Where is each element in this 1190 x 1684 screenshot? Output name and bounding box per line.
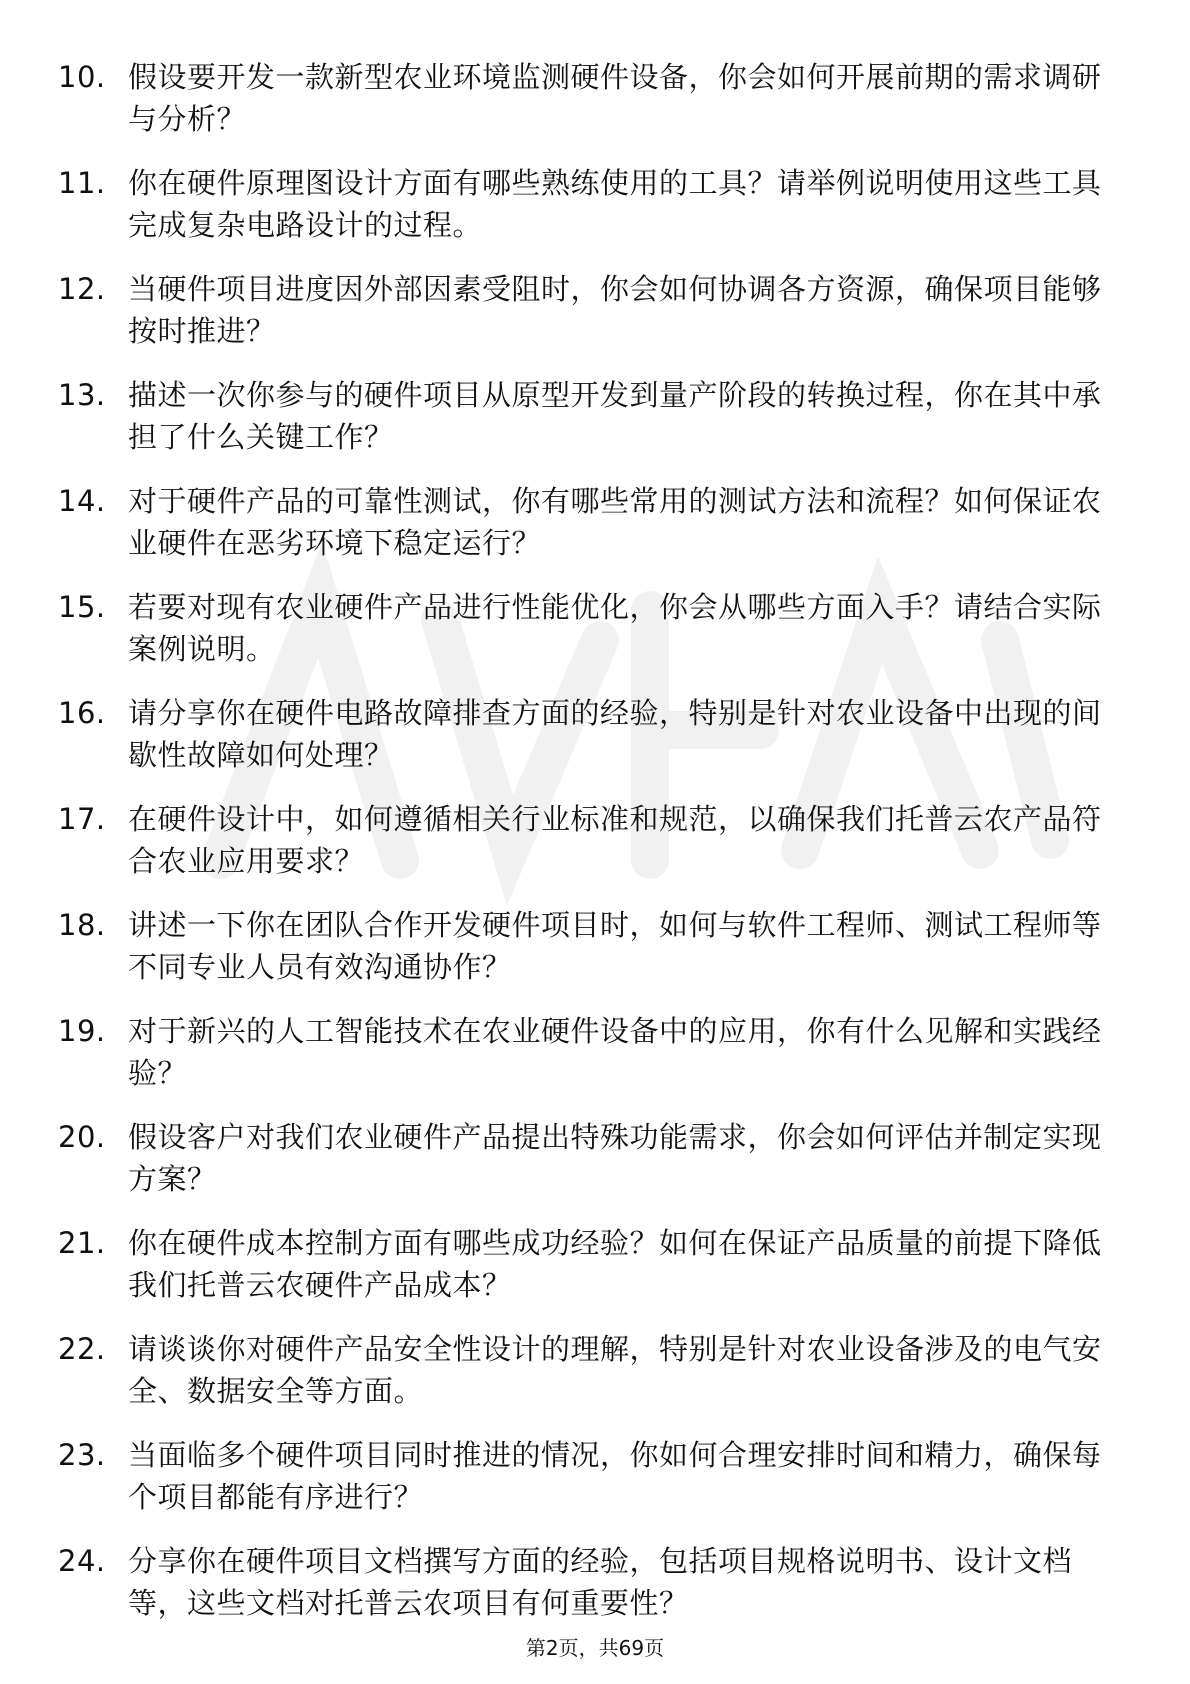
question-number: 21.: [58, 1226, 106, 1260]
list-item: [58, 374, 1118, 458]
page-number-footer: 第2页，共69页: [525, 1636, 665, 1660]
list-item: [58, 480, 1118, 564]
question-number: 17.: [58, 802, 106, 836]
question-text: 对于硬件产品的可靠性测试，你有哪些常用的测试方法和流程？如何保证农业硬件在恶劣环境下稳定运行？: [128, 484, 1102, 560]
question-text: 当硬件项目进度因外部因素受阻时，你会如何协调各方资源，确保项目能够按时推进？: [128, 272, 1102, 348]
question-number: 20.: [58, 1120, 106, 1154]
question-list: [58, 56, 1118, 1646]
list-item: [58, 162, 1118, 246]
question-text: 假设客户对我们农业硬件产品提出特殊功能需求，你会如何评估并制定实现方案？: [128, 1120, 1102, 1196]
question-number: 16.: [58, 696, 106, 730]
question-text: 若要对现有农业硬件产品进行性能优化，你会从哪些方面入手？请结合实际案例说明。: [128, 590, 1102, 666]
list-item: [58, 56, 1118, 140]
question-number: 12.: [58, 272, 106, 306]
list-item: [58, 1222, 1118, 1306]
question-text: 当面临多个硬件项目同时推进的情况，你如何合理安排时间和精力，确保每个项目都能有序进行？: [128, 1438, 1102, 1514]
question-text: 分享你在硬件项目文档撰写方面的经验，包括项目规格说明书、设计文档等，这些文档对托普云农项目有何重要性？: [128, 1544, 1073, 1620]
question-text: 你在硬件成本控制方面有哪些成功经验？如何在保证产品质量的前提下降低我们托普云农硬件产品成本？: [128, 1226, 1102, 1302]
question-text: 在硬件设计中，如何遵循相关行业标准和规范，以确保我们托普云农产品符合农业应用要求？: [128, 802, 1102, 878]
question-number: 11.: [58, 166, 106, 200]
list-item: [58, 1116, 1118, 1200]
question-number: 19.: [58, 1014, 106, 1048]
list-item: [58, 798, 1118, 882]
question-number: 15.: [58, 590, 106, 624]
list-item: [58, 1540, 1118, 1624]
list-item: [58, 586, 1118, 670]
question-text: 请分享你在硬件电路故障排查方面的经验，特别是针对农业设备中出现的间歇性故障如何处理？: [128, 696, 1102, 772]
question-text: 对于新兴的人工智能技术在农业硬件设备中的应用，你有什么见解和实践经验？: [128, 1014, 1102, 1090]
question-number: 22.: [58, 1332, 106, 1366]
list-item: [58, 1328, 1118, 1412]
list-item: [58, 1010, 1118, 1094]
list-item: [58, 1434, 1118, 1518]
question-number: 14.: [58, 484, 106, 518]
question-number: 24.: [58, 1544, 106, 1578]
question-number: 23.: [58, 1438, 106, 1472]
question-text: 假设要开发一款新型农业环境监测硬件设备，你会如何开展前期的需求调研与分析？: [128, 60, 1102, 136]
question-number: 13.: [58, 378, 106, 412]
question-text: 描述一次你参与的硬件项目从原型开发到量产阶段的转换过程，你在其中承担了什么关键工作？: [128, 378, 1102, 454]
list-item: [58, 692, 1118, 776]
question-text: 请谈谈你对硬件产品安全性设计的理解，特别是针对农业设备涉及的电气安全、数据安全等方面。: [128, 1332, 1102, 1408]
question-number: 18.: [58, 908, 106, 942]
question-number: 10.: [58, 60, 106, 94]
list-item: [58, 268, 1118, 352]
question-text: 讲述一下你在团队合作开发硬件项目时，如何与软件工程师、测试工程师等不同专业人员有效沟通协作？: [128, 908, 1102, 984]
list-item: [58, 904, 1118, 988]
question-text: 你在硬件原理图设计方面有哪些熟练使用的工具？请举例说明使用这些工具完成复杂电路设计的过程。: [128, 166, 1102, 242]
